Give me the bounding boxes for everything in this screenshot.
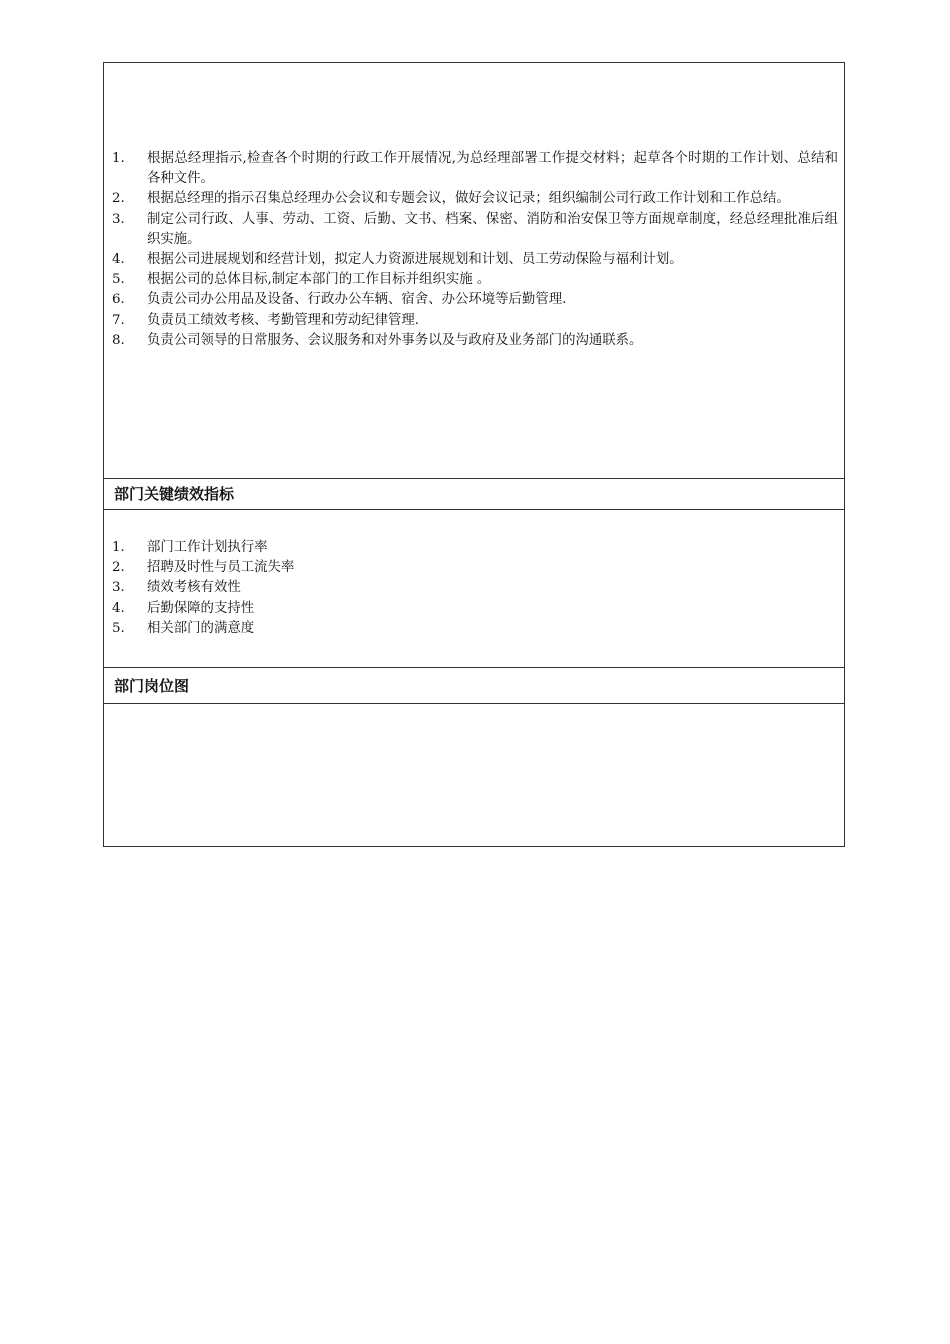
item-number: 4. <box>112 252 125 268</box>
kpi-cell <box>104 509 844 667</box>
item-text: 根据公司的总体目标,制定本部门的工作目标并组织实施 。 <box>147 272 491 288</box>
department-table <box>103 62 845 847</box>
item-text: 负责员工绩效考核、考勤管理和劳动纪律管理. <box>147 312 420 328</box>
list-item <box>112 558 838 578</box>
item-number: 8. <box>112 332 125 348</box>
list-item <box>112 578 838 598</box>
item-text: 制定公司行政、人事、劳动、工资、后勤、文书、档案、保密、消防和治安保卫等方面规章制度，经总经理批准后组织实施。 <box>147 211 838 247</box>
item-number: 7. <box>112 312 125 328</box>
item-text: 负责公司领导的日常服务、会议服务和对外事务以及与政府及业务部门的沟通联系。 <box>147 332 643 348</box>
org-chart-section-title: 部门岗位图 <box>114 677 190 695</box>
duties-list <box>112 149 838 351</box>
list-item <box>112 189 838 209</box>
kpi-list <box>112 538 838 639</box>
item-number: 4. <box>112 600 125 616</box>
list-item <box>112 331 838 351</box>
item-number: 2. <box>112 560 125 576</box>
item-text: 招聘及时性与员工流失率 <box>147 560 295 576</box>
item-text: 负责公司办公用品及设备、行政办公车辆、宿舍、办公环境等后勤管理. <box>147 292 567 308</box>
item-number: 3. <box>112 580 125 596</box>
list-item <box>112 210 838 250</box>
item-number: 1. <box>112 540 125 555</box>
item-text: 绩效考核有效性 <box>147 580 241 596</box>
item-text: 部门工作计划执行率 <box>147 540 268 555</box>
org-chart-header-cell <box>104 667 844 703</box>
item-number: 3. <box>112 211 125 227</box>
kpi-section-title: 部门关键绩效指标 <box>114 485 235 503</box>
list-item <box>112 599 838 619</box>
list-item <box>112 250 838 270</box>
item-text: 根据总经理指示,检查各个时期的行政工作开展情况,为总经理部署工作提交材料；起草各个时期的工作计划、总结和各种文件。 <box>147 151 838 187</box>
item-number: 6. <box>112 292 125 308</box>
list-item <box>112 311 838 331</box>
duties-cell <box>104 63 844 478</box>
kpi-header-cell <box>104 478 844 509</box>
item-number: 2. <box>112 191 125 207</box>
item-text: 相关部门的满意度 <box>147 620 255 636</box>
item-text: 根据总经理的指示召集总经理办公会议和专题会议，做好会议记录；组织编制公司行政工作计划和工作总结。 <box>147 191 790 207</box>
list-item <box>112 270 838 290</box>
item-text: 根据公司进展规划和经营计划，拟定人力资源进展规划和计划、员工劳动保险与福利计划。 <box>147 252 683 268</box>
list-item <box>112 619 838 639</box>
org-chart-area <box>104 703 844 846</box>
item-number: 5. <box>112 272 125 288</box>
list-item <box>112 290 838 310</box>
item-number: 1. <box>112 151 125 166</box>
item-text: 后勤保障的支持性 <box>147 600 255 616</box>
list-item <box>112 538 838 558</box>
list-item <box>112 149 838 189</box>
item-number: 5. <box>112 620 125 636</box>
